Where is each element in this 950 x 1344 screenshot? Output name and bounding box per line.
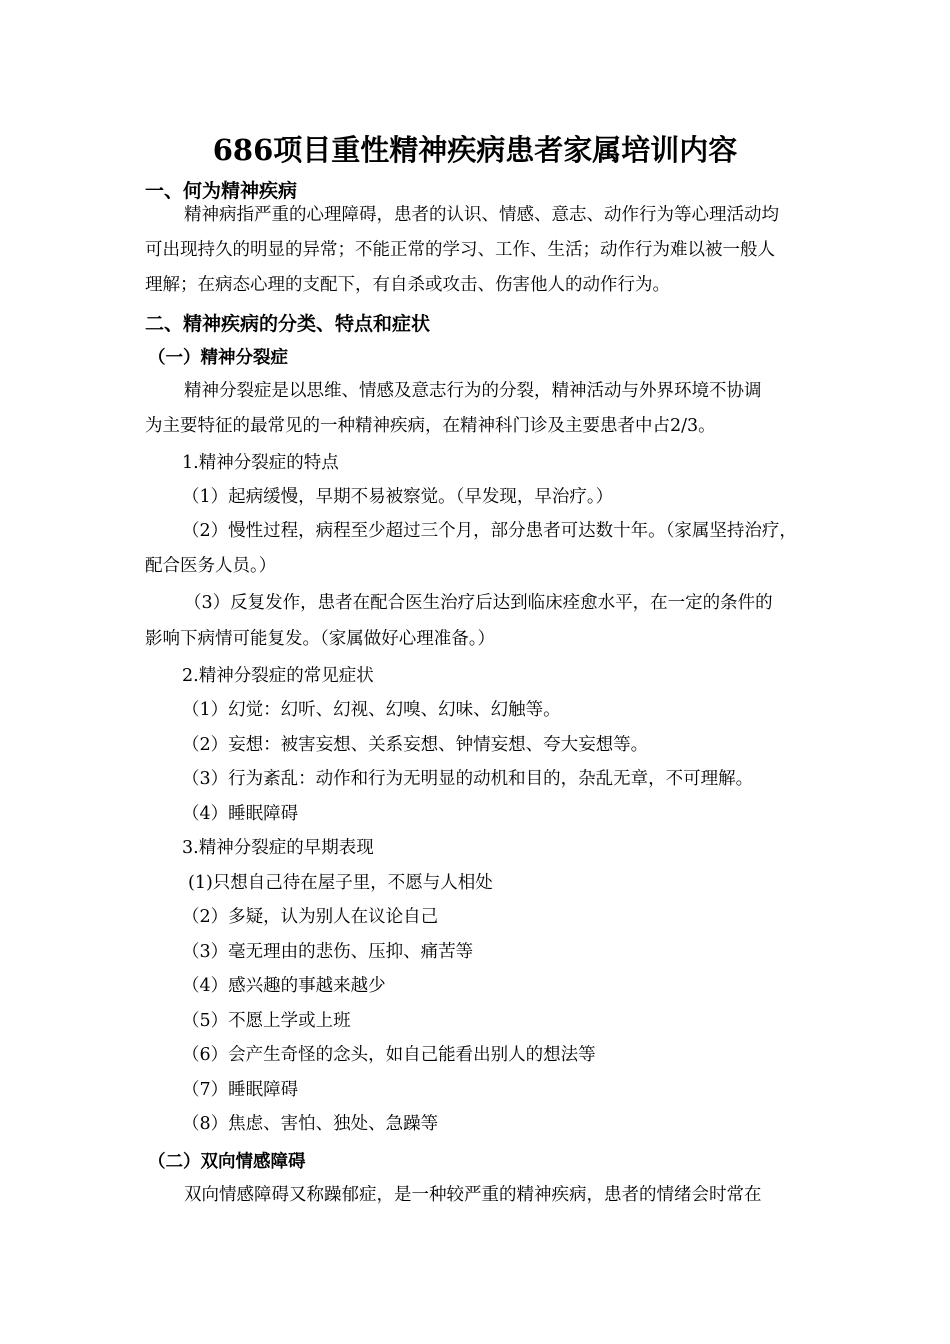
subsection-heading-1: （一）精神分裂症 xyxy=(148,348,288,368)
subsection-heading-2: （二）双向情感障碍 xyxy=(148,1152,306,1172)
list-item-continued: 影响下病情可能复发。（家属做好心理准备。） xyxy=(145,629,495,649)
list-item: （3）反复发作，患者在配合医生治疗后达到临床痊愈水平，在一定的条件的 xyxy=(184,593,773,613)
section-heading-1: 一、何为精神疾病 xyxy=(145,180,298,202)
list-heading: 1.精神分裂症的特点 xyxy=(182,453,339,473)
list-item: （3）行为紊乱：动作和行为无明显的动机和目的，杂乱无章，不可理解。 xyxy=(182,769,754,789)
list-item-continued: 配合医务人员。） xyxy=(145,556,277,576)
document-title: 686项目重性精神疾病患者家属培训内容 xyxy=(212,133,738,167)
list-item: （2）慢性过程，病程至少超过三个月，部分患者可达数十年。（家属坚持治疗， xyxy=(182,521,797,541)
list-item: （3）毫无理由的悲伤、压抑、痛苦等 xyxy=(182,942,474,962)
list-heading: 3.精神分裂症的早期表现 xyxy=(182,838,374,858)
list-item: （5）不愿上学或上班 xyxy=(182,1011,351,1031)
list-item: （2）妄想：被害妄想、关系妄想、钟情妄想、夸大妄想等。 xyxy=(182,735,649,755)
paragraph-line: 双向情感障碍又称躁郁症，是一种较严重的精神疾病，患者的情绪会时常在 xyxy=(184,1185,762,1205)
paragraph-line: 可出现持久的明显的异常；不能正常的学习、工作、生活；动作行为难以被一般人 xyxy=(145,240,775,260)
section-heading-2: 二、精神疾病的分类、特点和症状 xyxy=(145,313,431,335)
list-heading: 2.精神分裂症的常见症状 xyxy=(182,666,374,686)
list-item: （4）睡眠障碍 xyxy=(182,804,299,824)
list-item: (1)只想自己待在屋子里，不愿与人相处 xyxy=(188,873,493,893)
paragraph-line: 精神分裂症是以思维、情感及意志行为的分裂，精神活动与外界环境不协调 xyxy=(184,381,762,401)
paragraph-line: 精神病指严重的心理障碍，患者的认识、情感、意志、动作行为等心理活动均 xyxy=(184,205,779,225)
list-item: （1）起病缓慢，早期不易被察觉。（早发现，早治疗。） xyxy=(182,487,614,507)
paragraph-line: 理解；在病态心理的支配下，有自杀或攻击、伤害他人的动作行为。 xyxy=(145,275,670,295)
list-item: （2）多疑，认为别人在议论自己 xyxy=(182,907,439,927)
list-item: （8）焦虑、害怕、独处、急躁等 xyxy=(182,1114,439,1134)
list-item: （1）幻觉：幻听、幻视、幻嗅、幻味、幻触等。 xyxy=(182,700,561,720)
paragraph-line: 为主要特征的最常见的一种精神疾病，在精神科门诊及主要患者中占2/3。 xyxy=(145,416,716,436)
list-item: （6）会产生奇怪的念头，如自己能看出别人的想法等 xyxy=(182,1045,596,1065)
list-item: （4）感兴趣的事越来越少 xyxy=(182,976,386,996)
list-item: （7）睡眠障碍 xyxy=(182,1080,299,1100)
